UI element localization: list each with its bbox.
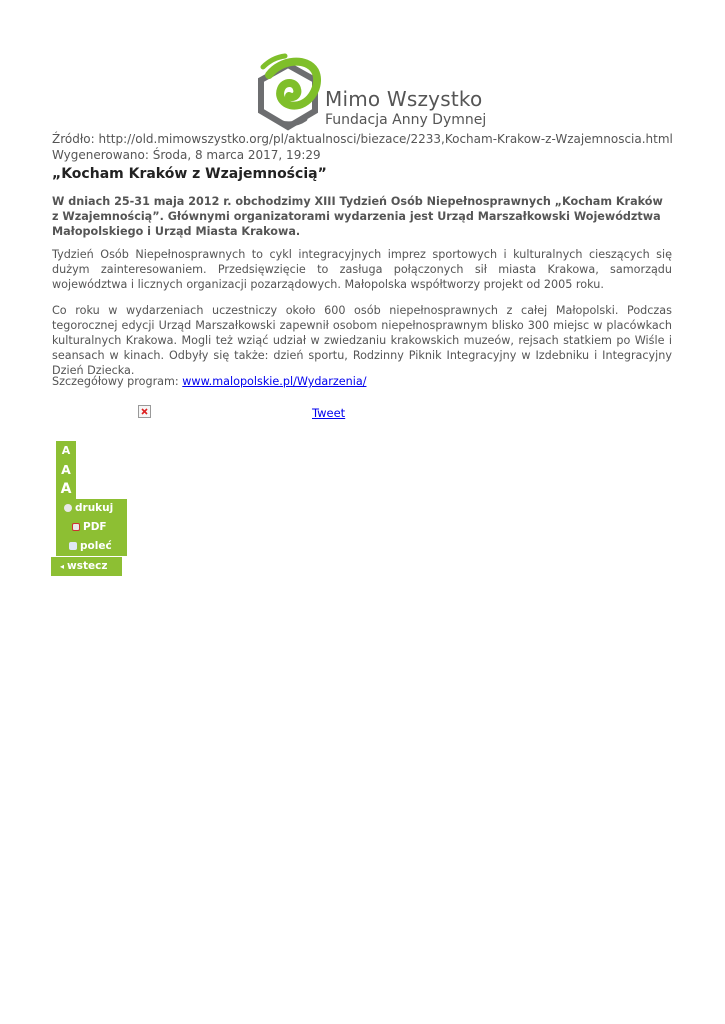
source-line: Źródło: http://old.mimowszystko.org/pl/aktualnosci/biezace/2233,Kocham-Krakow-z-Wzajemnoscia.html (52, 132, 673, 146)
logo-title: Mimo Wszystko (325, 87, 483, 111)
foundation-logo (255, 53, 487, 133)
article-paragraph-2: Co roku w wydarzeniach uczestniczy około 600 osób niepełnosprawnych z całej Małopolski. Podczas tegorocznej edycji Urząd Marszałkowski zapewnił osobom niepełnosprawnym blisko 300 miejsc w placówkach kulturalnych Krakowa. Mogli też wziąć udział w zwiedzaniu krakowskich muzeów, rejsach statkiem po Wiśle i seansach w kinach. Odbyły się także: dzień sportu, Rodzinny Piknik Integracyjny w Izdebniku i Integracyjny Dzień Dziecka. (52, 304, 672, 377)
chevron-left-icon: ◂ (60, 562, 65, 571)
logo-subtitle: Fundacja Anny Dymnej (325, 112, 487, 128)
program-line (52, 374, 366, 389)
print-button[interactable] (56, 499, 127, 518)
font-size-medium-button[interactable]: A (56, 460, 76, 480)
generated-line: Wygenerowano: Środa, 8 marca 2017, 19:29 (52, 148, 321, 162)
font-size-small-button[interactable]: A (56, 441, 76, 461)
pdf-icon (72, 523, 80, 531)
program-link[interactable]: www.malopolskie.pl/Wydarzenia/ (182, 375, 367, 388)
font-size-large-button[interactable]: A (56, 479, 76, 499)
pdf-label: PDF (83, 521, 107, 533)
recommend-label: poleć (80, 540, 112, 552)
article-title: „Kocham Kraków z Wzajemnością” (52, 166, 327, 182)
article-paragraph-1: Tydzień Osób Niepełnosprawnych to cykl integracyjnych imprez sportowych i kulturalnych cieszących się dużym zainteresowaniem. Przedsięwzięcie to zasługa połączonych sił miasta Krakowa, samorządu województwa i licznych organizacji pozarządowych. Małopolska współtworzy projekt od 2005 roku. (52, 248, 672, 291)
broken-image-icon[interactable] (138, 405, 151, 418)
envelope-icon (69, 542, 77, 550)
back-label: wstecz (67, 560, 108, 572)
program-label: Szczegółowy program: (52, 375, 183, 388)
article-lead: W dniach 25-31 maja 2012 r. obchodzimy XIII Tydzień Osób Niepełnosprawnych „Kocham Kraków z Wzajemnością”. Głównymi organizatorami wydarzenia jest Urząd Marszałkowski Województwa Małopolskiego i Urząd Miasta Krakowa. (52, 195, 663, 238)
print-icon (64, 504, 72, 512)
pdf-button[interactable] (56, 518, 127, 537)
print-label: drukuj (75, 502, 114, 514)
tweet-link[interactable]: Tweet (312, 406, 346, 420)
back-button[interactable] (51, 557, 122, 576)
spiral-logo-icon (255, 53, 321, 133)
recommend-button[interactable] (56, 537, 127, 556)
